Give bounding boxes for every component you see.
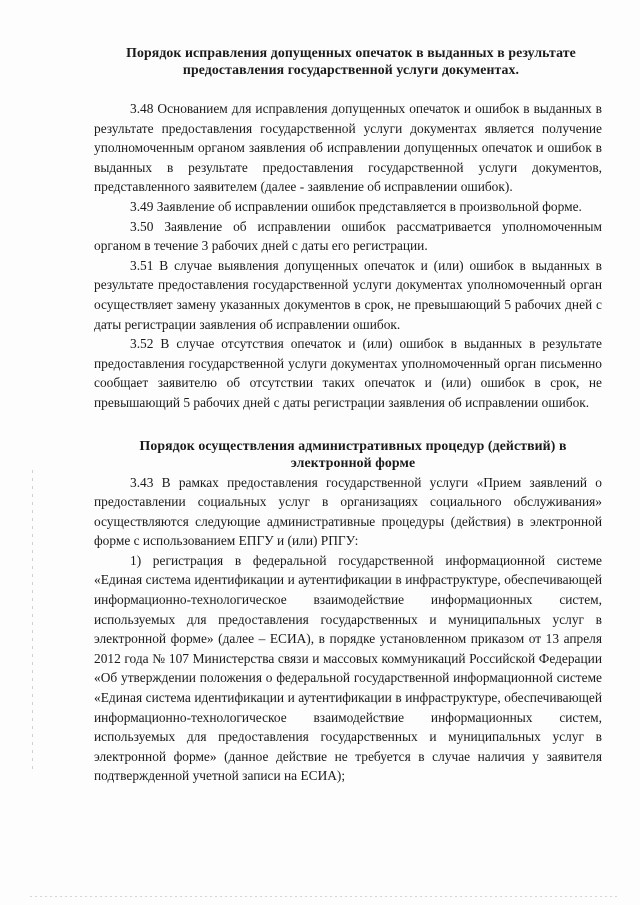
scan-edge-artifact (32, 470, 33, 770)
section-title-corrections: Порядок исправления допущенных опечаток в выданных в результате предоставления государственной услуги документах. (126, 45, 576, 77)
paragraph-3-43: 3.43 В рамках предоставления государственной услуги «Прием заявлений о предоставлении социальных услуг в организациях социального обслуживания» осуществляются следующие административные процедуры (действия) в электронной форме с использованием ЕПГУ и (или) РПГУ: (94, 474, 602, 549)
paragraph-3-48: 3.48 Основанием для исправления допущенных опечаток и ошибок в выданных в результате предоставления государственной услуги документах является получение уполномоченным органом заявления об исправлении допущенных опечаток и ошибок в выданных в результате предоставления государственной услуги документов, представленного заявителем (далее - заявление об исправлении ошибок). (94, 101, 602, 195)
section-title-electronic-procedures: Порядок осуществления административных процедур (действий) в электронной форме (139, 437, 567, 470)
paragraph-3-50: 3.50 Заявление об исправлении ошибок рассматривается уполномоченным органом в течение 3 рабочих дней с даты его регистрации. (94, 218, 602, 254)
paragraph-3-51: 3.51 В случае выявления допущенных опечаток и (или) ошибок в выданных в результате предоставления государственной услуги документах уполномоченный орган осуществляет замену указанных документов в срок, не превышающий 5 рабочих дней с даты регистрации заявления об исправлении ошибок. (94, 257, 602, 332)
scan-bottom-edge (30, 896, 620, 897)
list-item-1-esia-registration: 1) регистрация в федеральной государственной информационной системе «Единая система идентификации и аутентификации в инфраструктуре, обеспечивающей информационно-технологическое взаимодействие информационных систем, используемых для предоставления государственных и муниципальных услуг в электронной форме» (далее – ЕСИА), в порядке установленном приказом от 13 апреля 2012 года № 107 Министерства связи и массовых коммуникаций Российской Федерации «Об утверждении положения о федеральной государственной информационной системе «Единая система идентификации и аутентификации в инфраструктуре, обеспечивающей информационно-технологическое взаимодействие информационных систем, используемых для предоставления государственных и муниципальных услуг в электронной форме» (данное действие не требуется в случае наличия у заявителя подтвержденной учетной записи на ЕСИА); (94, 552, 602, 784)
paragraph-3-49: 3.49 Заявление об исправлении ошибок представляется в произвольной форме. (130, 198, 582, 214)
paragraph-3-52: 3.52 В случае отсутствия опечаток и (или) ошибок в выданных в результате предоставления государственной услуги документах уполномоченный орган письменно сообщает заявителю об отсутствии таких опечаток и (или) ошибок в срок, не превышающий 5 рабочих дней с даты регистрации заявления об исправлении ошибок. (94, 336, 602, 410)
document-body (94, 44, 602, 786)
